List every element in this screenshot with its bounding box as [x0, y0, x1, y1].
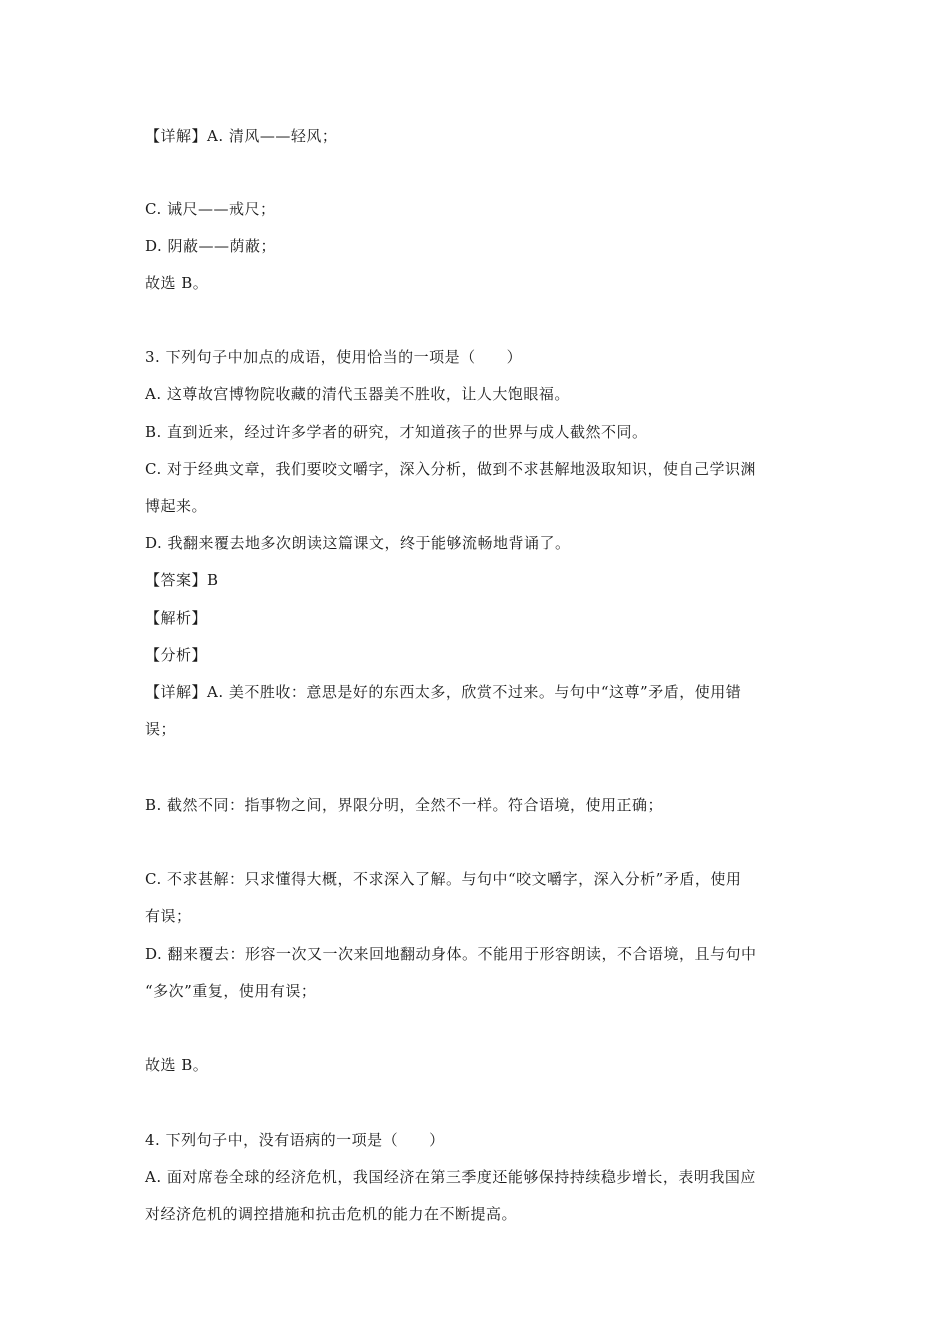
q3-conclusion: 故选 B。 [145, 1056, 209, 1074]
q3-option-b: B. 直到近来，经过许多学者的研究，才知道孩子的世界与成人截然不同。 [145, 423, 648, 441]
q4-option-a-line1: A. 面对席卷全球的经济危机，我国经济在第三季度还能够保持持续稳步增长，表明我国应 [145, 1168, 756, 1186]
q3-detail-a-line2: 误； [145, 720, 177, 738]
q3-jiexi: 【解析】 [145, 609, 208, 627]
q3-option-c-line2: 博起来。 [145, 497, 208, 515]
q3-detail-d-line2: “多次”重复，使用有误； [145, 982, 317, 1000]
q3-detail-c-line1: C. 不求甚解：只求懂得大概，不求深入了解。与句中“咬文嚼字，深入分析”矛盾，使用 [145, 870, 742, 888]
q3-option-c-line1: C. 对于经典文章，我们要咬文嚼字，深入分析，做到不求甚解地汲取知识，使自己学识渊 [145, 460, 756, 478]
prev-detail-a: 【详解】A. 清风——轻风； [145, 127, 338, 145]
q4-option-a-line2: 对经济危机的调控措施和抗击危机的能力在不断提高。 [145, 1205, 518, 1223]
q3-detail-c-line2: 有误； [145, 907, 192, 925]
q3-answer: 【答案】B [145, 571, 219, 589]
prev-detail-c: C. 诫尺——戒尺； [145, 200, 276, 218]
q3-detail-b: B. 截然不同：指事物之间，界限分明，全然不一样。符合语境，使用正确； [145, 796, 664, 814]
q3-option-d: D. 我翻来覆去地多次朗读这篇课文，终于能够流畅地背诵了。 [145, 534, 571, 552]
q3-option-a: A. 这尊故宫博物院收藏的清代玉器美不胜收，让人大饱眼福。 [145, 385, 570, 403]
q3-detail-a-line1: 【详解】A. 美不胜收：意思是好的东西太多，欣赏不过来。与句中“这尊”矛盾，使用错 [145, 683, 742, 701]
q4-stem: 4. 下列句子中，没有语病的一项是（ ） [145, 1131, 445, 1149]
prev-conclusion: 故选 B。 [145, 274, 209, 292]
q3-fenxi: 【分析】 [145, 646, 208, 664]
q3-detail-d-line1: D. 翻来覆去：形容一次又一次来回地翻动身体。不能用于形容朗读，不合语境，且与句中 [145, 945, 757, 963]
q3-stem: 3. 下列句子中加点的成语，使用恰当的一项是（ ） [145, 348, 523, 366]
prev-detail-d: D. 阴蔽——荫蔽； [145, 237, 277, 255]
